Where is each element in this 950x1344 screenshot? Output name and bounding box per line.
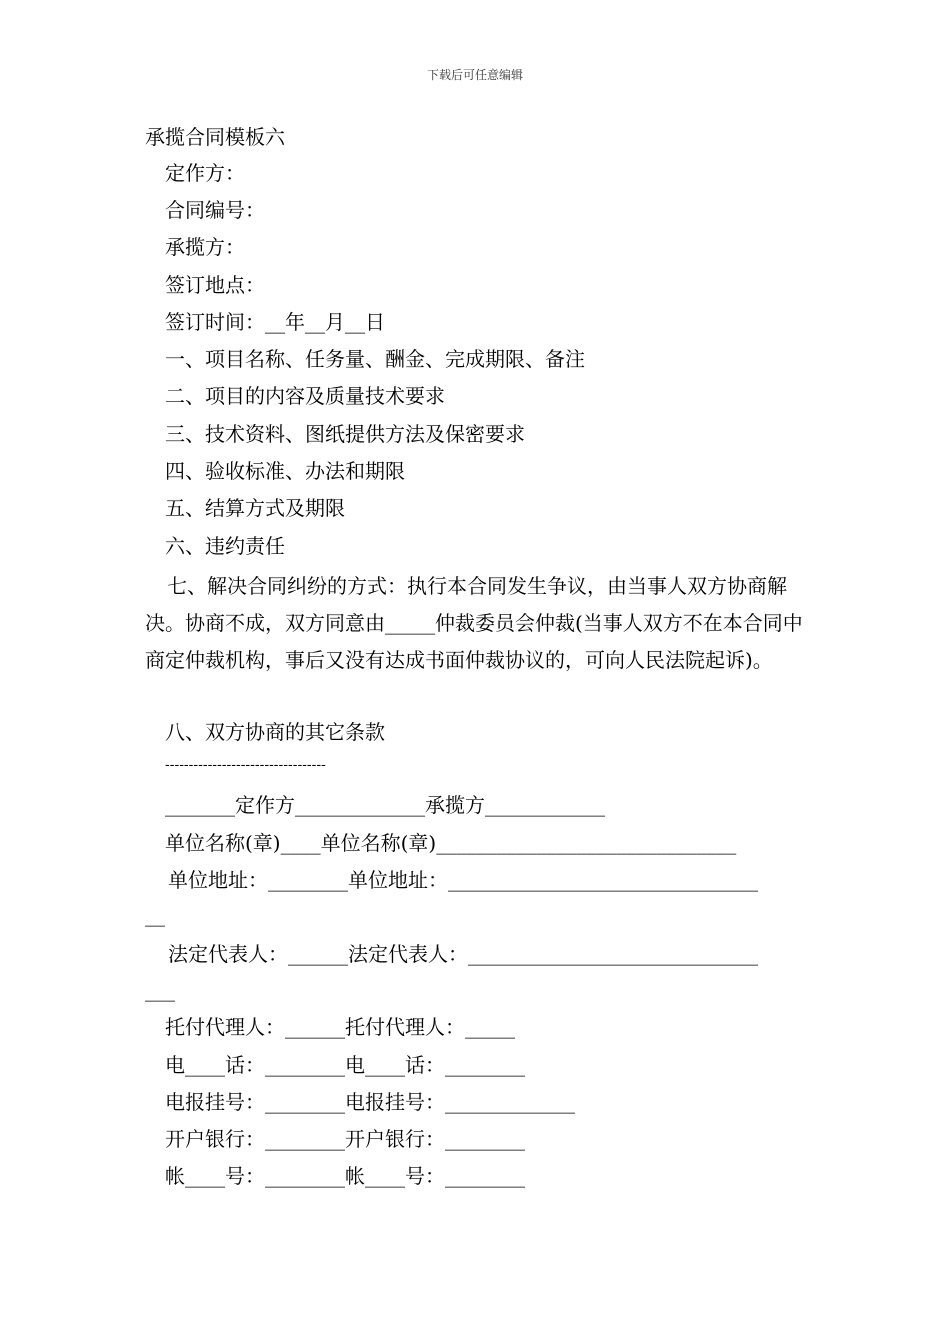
section-6: 六、违约责任 [165,534,285,558]
sign-agent: 托付代理人：______托付代理人：_____ [165,1015,515,1039]
section-5: 五、结算方式及期限 [165,496,345,520]
section-8: 八、双方协商的其它条款 [165,720,385,744]
field-signing-date: 签订时间：__年__月__日 [165,310,385,334]
section-1: 一、项目名称、任务量、酬金、完成期限、备注 [165,347,585,371]
section-7-dispute-resolution: 七、解决合同纠纷的方式：执行本合同发生争议，由当事人双方协商解决。协商不成，双方同意由_____仲裁委员会仲裁(当事人双方不在本合同中商定仲裁机构，事后又没有达成书面仲裁协议的，可向人民法院起诉)。 [145,574,803,672]
section-3: 三、技术资料、图纸提供方法及保密要求 [165,422,525,446]
sign-parties: _______定作方_____________承揽方____________ [165,793,605,817]
field-contract-number: 合同编号： [165,198,265,222]
separator-line: ---------------------------------- [165,757,326,773]
section-2: 二、项目的内容及质量技术要求 [165,384,445,408]
sign-unit-name: 单位名称(章)____单位名称(章)______________________________ [165,831,737,855]
sign-unit-address-tail: __ [145,903,165,927]
field-signing-place: 签订地点： [165,273,265,297]
sign-telegraph: 电报挂号：________电报挂号：_____________ [165,1090,575,1114]
sign-legal-rep-tail: ___ [145,978,175,1002]
sign-unit-address: 单位地址：________单位地址：_______________________________ [168,868,758,892]
sign-legal-rep: 法定代表人：______法定代表人：_____________________________ [168,942,758,966]
field-contractor: 承揽方： [165,235,245,259]
sign-phone: 电____话：________电____话：________ [165,1053,525,1077]
page-header: 下载后可任意编辑 [426,68,523,82]
document-title: 承揽合同模板六 [145,125,285,149]
sign-bank: 开户银行：________开户银行：________ [165,1127,525,1151]
section-4: 四、验收标准、办法和期限 [165,459,405,483]
field-ordering-party: 定作方： [165,161,245,185]
sign-account: 帐____号：________帐____号：________ [165,1164,525,1188]
